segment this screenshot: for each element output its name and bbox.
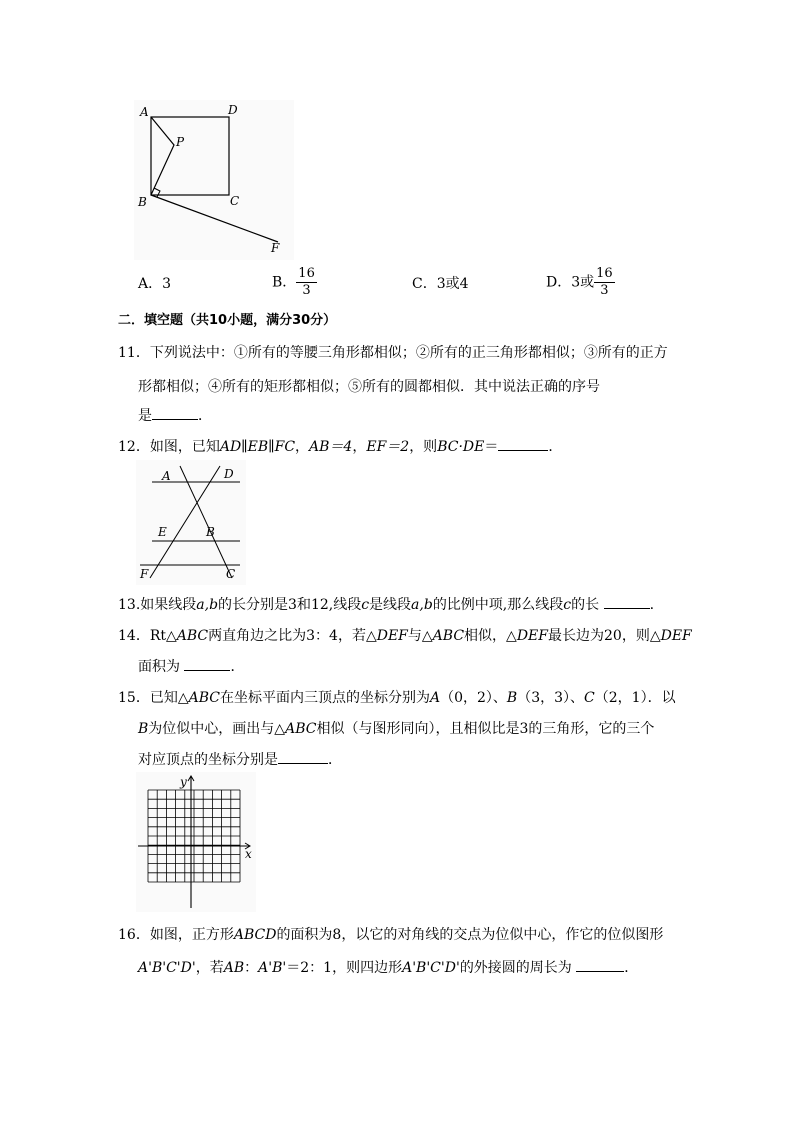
q16-line1: 16．如图，正方形ABCD的面积为8，以它的对角线的交点为位似中心，作它的位似图形	[118, 927, 664, 943]
choice-d-prefix: D．	[546, 274, 572, 291]
choice-c-text: 3或4	[436, 276, 469, 292]
q11-line2: 形都相似；④所有的矩形都相似；⑤所有的圆都相似．其中说法正确的序号	[138, 379, 600, 395]
q11-answer-blank[interactable]	[152, 405, 198, 420]
q15-line2: B为位似中心，画出与△ABC相似（与图形同向），且相似比是3的三角形，它的三个	[138, 721, 655, 737]
svg-text:D: D	[224, 467, 234, 481]
choice-d[interactable]	[546, 266, 615, 299]
svg-text:x: x	[245, 847, 252, 861]
svg-text:B: B	[206, 525, 215, 539]
svg-text:y: y	[180, 775, 187, 789]
label-D: D	[228, 103, 238, 117]
label-B: B	[138, 195, 147, 209]
q13-line: 13.如果线段a,b的长分别是3和12,线段c是线段a,b的比例中项,那么线段c的长 .	[118, 594, 654, 615]
svg-text:C: C	[226, 567, 236, 581]
choice-b-prefix: B．	[272, 274, 297, 291]
label-C: C	[230, 194, 240, 208]
q11-line1: 11．下列说法中：①所有的等腰三角形都相似；②所有的正三角形都相似；③所有的正方	[118, 345, 668, 361]
q14-line1: 14．Rt△ABC两直角边之比为3：4，若△DEF与△ABC相似，△DEF最长边为20，则△DEF	[118, 628, 692, 644]
choice-a-text: 3	[162, 276, 172, 292]
q15-line1: 15．已知△ABC在坐标平面内三顶点的坐标分别为A（0，2）、B（3，3）、C（2，1）．以	[118, 690, 676, 706]
choice-b-fraction: $\frac{16}{3}$	[298, 266, 315, 298]
svg-text:F: F	[140, 567, 149, 581]
label-A: A	[140, 105, 149, 119]
choice-d-text: 3或	[571, 274, 595, 291]
label-F: F	[271, 241, 280, 255]
q16-answer-blank[interactable]	[576, 957, 624, 972]
svg-text:E: E	[158, 525, 167, 539]
q16-line2: A'B'C'D'，若AB：A'B'＝2：1，则四边形A'B'C'D'的外接圆的周长为 ．	[138, 957, 638, 978]
q12-line: 12．如图，已知AD∥EB∥FC，AB＝4，EF＝2，则BC·DE＝ ．	[118, 436, 562, 457]
q14-answer-blank[interactable]	[184, 656, 230, 671]
choice-c[interactable]	[412, 274, 469, 294]
q14-line2: 面积为 ．	[138, 656, 244, 677]
choice-b[interactable]	[272, 266, 317, 299]
q15-answer-blank[interactable]	[278, 749, 328, 764]
q13-answer-blank[interactable]	[604, 594, 650, 609]
section-title: 二．填空题（共10小题，满分30分）	[118, 313, 337, 328]
q11-line3: 是 ．	[138, 405, 212, 426]
label-P: P	[176, 135, 185, 149]
choice-c-prefix: C．	[412, 276, 437, 292]
q15-line3: 对应顶点的坐标分别是 ．	[138, 749, 342, 770]
choice-a-prefix: A．	[138, 276, 163, 292]
fig10-diagram	[134, 100, 294, 260]
svg-text:A: A	[162, 469, 171, 483]
fig15-grid	[136, 772, 256, 912]
choice-a[interactable]	[138, 274, 171, 294]
fig12-diagram	[136, 460, 246, 585]
choice-d-fraction: $\frac{16}{3}$	[596, 266, 613, 298]
q12-answer-blank[interactable]	[498, 436, 548, 451]
